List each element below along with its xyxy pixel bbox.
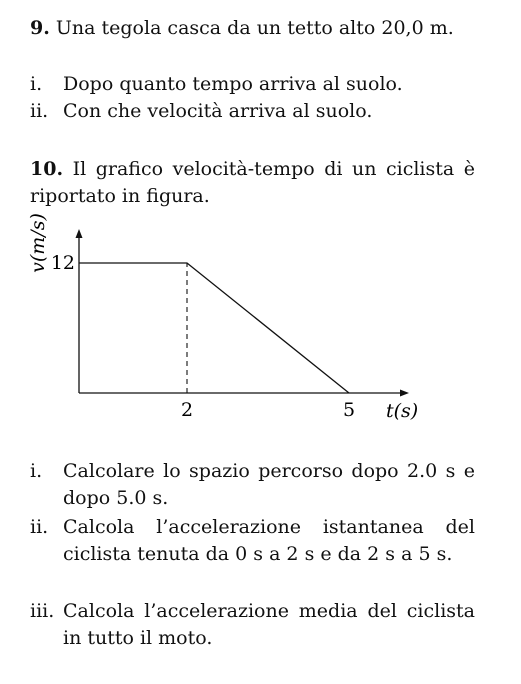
exercise-10-item-2 (30, 514, 475, 568)
exercise-10-item-3-text: Calcola l’accelerazione media del ciclista in tutto il moto. (63, 600, 475, 649)
exercise-10-item-1 (30, 458, 475, 512)
exercise-10-item-3-marker: iii. (30, 600, 55, 622)
exercise-10-number: 10. (30, 158, 64, 180)
exercise-9-item-1-text: Dopo quanto tempo arriva al suolo. (63, 73, 403, 95)
y-axis-arrow (76, 229, 83, 238)
exercise-10-item-3 (30, 598, 475, 652)
x-axis-arrow (400, 390, 409, 397)
x-tick-label: 2 (180, 399, 194, 421)
exercise-9-number: 9. (30, 17, 50, 39)
x-tick-label: 5 (342, 399, 356, 421)
exercise-10-item-1-text: Calcolare lo spazio percorso dopo 2.0 s e dopo 5.0 s. (63, 460, 475, 509)
exercise-10-item-2-marker: ii. (30, 516, 49, 538)
x-axis-label: t(s) (386, 400, 419, 422)
exercise-10-item-1-marker: i. (30, 460, 43, 482)
exercise-9-item-2-marker: ii. (30, 100, 49, 122)
tick-labels (51, 252, 355, 421)
y-axis-label: v(m/s) (27, 213, 49, 273)
velocity-series-line (79, 263, 349, 393)
exercise-10-item-2-text: Calcola l’accelerazione istantanea del ciclista tenuta da 0 s a 2 s e da 2 s a 5 s. (63, 516, 475, 565)
exercise-9-item-2-text: Con che velocità arriva al suolo. (63, 100, 373, 122)
exercise-10-text: Il grafico velocità-tempo di un ciclista è riportato in figura. (30, 158, 476, 207)
exercise-9-text: Una tegola casca da un tetto alto 20,0 m. (55, 17, 454, 39)
exercise-9-item-1-marker: i. (30, 73, 43, 95)
y-tick-label: 12 (50, 252, 75, 274)
